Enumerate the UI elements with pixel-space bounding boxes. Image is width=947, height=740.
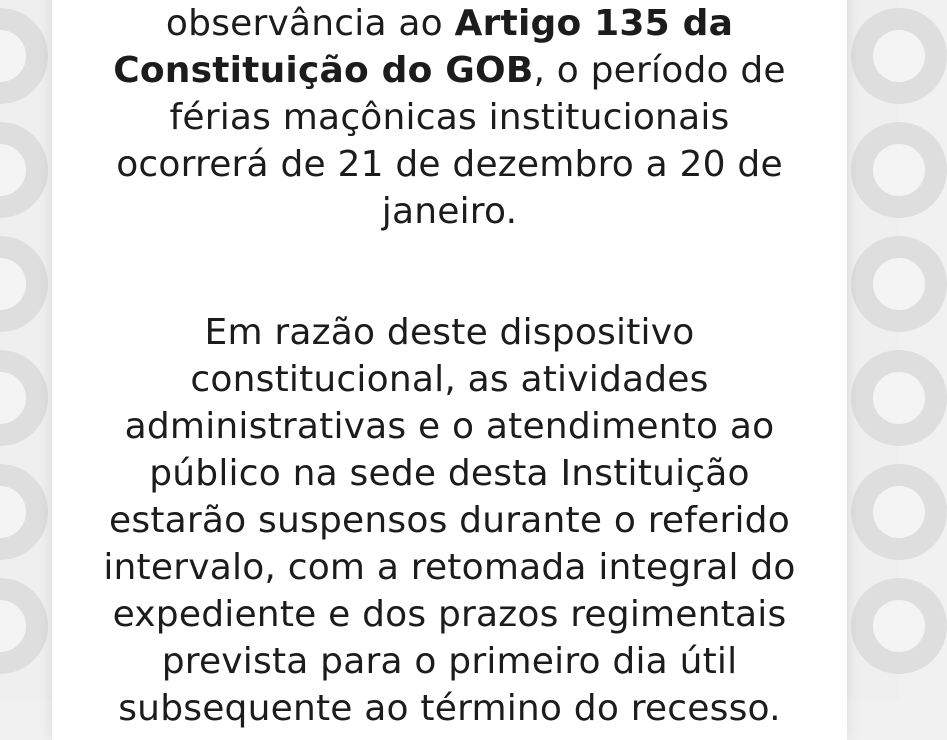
decorative-ring	[851, 578, 947, 674]
paragraph-line: janeiro.	[381, 191, 518, 232]
paragraph-line: público na sede desta Instituição	[149, 453, 750, 494]
decorative-ring	[0, 578, 48, 674]
paragraph-line	[52, 0, 847, 47]
decorative-ring	[851, 350, 947, 446]
decorative-ring	[0, 350, 48, 446]
notice-paragraph-suspension	[52, 309, 847, 732]
decorative-ring	[851, 8, 947, 104]
notice-card	[52, 0, 847, 740]
paragraph-line: subsequente ao término do recesso.	[118, 688, 781, 729]
notice-paragraph-vacation	[52, 0, 847, 235]
constitution-reference: Constituição do GOB	[113, 50, 534, 91]
paragraph-line: férias maçônicas institucionais	[169, 97, 730, 138]
decorative-ring	[0, 236, 48, 332]
paragraph-line: Em razão deste dispositivo	[204, 312, 695, 353]
decorative-ring	[851, 236, 947, 332]
paragraph-text: observância ao	[165, 3, 455, 44]
paragraph-line: prevista para o primeiro dia útil	[161, 641, 738, 682]
paragraph-line: ocorrerá de 21 de dezembro a 20 de	[116, 144, 783, 185]
article-reference: Artigo 135 da	[454, 3, 734, 44]
decorative-ring	[851, 122, 947, 218]
decorative-ring	[0, 122, 48, 218]
paragraph-line	[52, 47, 847, 94]
paragraph-line: constitucional, as atividades	[190, 359, 709, 400]
decorative-ring	[851, 464, 947, 560]
paragraph-line: estarão suspensos durante o referido	[109, 500, 790, 541]
paragraph-line: expediente e dos prazos regimentais	[112, 594, 787, 635]
paragraph-text: , o período de	[533, 50, 786, 91]
paragraph-line: administrativas e o atendimento ao	[124, 406, 775, 447]
decorative-ring	[0, 8, 48, 104]
decorative-ring	[0, 464, 48, 560]
paragraph-line: intervalo, com a retomada integral do	[103, 547, 796, 588]
